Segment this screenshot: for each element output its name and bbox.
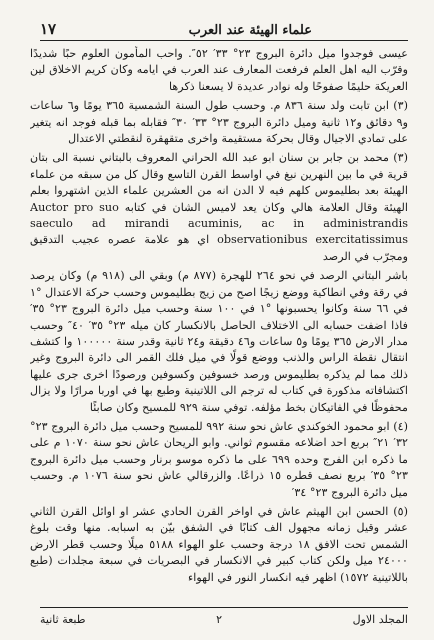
paragraph-5: (٤) ابو محمود الخوكندي عاش نحو سنة ٩٩٢ للمسيح وحسب ميل دائرة البروج ٢٣° ٣٢′ ٢١″ بربع احد اضلاعه مقسوم ثواني. وابو الريحان عاش نحو سنة ١٠٧٠ م على ما ذكره ابن الفرج وحده ٦٩٩ على ما ذكره موسو برنار وحسب ميل دائرة البروج ٢٣° ٣٥′ بربع نصف قطره ١٥ ذراعًا. والزرقالي عاش نحو سنة ١٠٧٦ م. وحسب ميل دائرة البروج ٢٣° ٣٤′	[30, 419, 408, 499]
page-number: ١٧	[40, 20, 57, 38]
paragraph-1: عيسى فوجدوا ميل دائرة البروج ٢٣° ٣٣′ ٥٢″. واحب المأمون العلوم حبًا شديدًا وقرّب اليه اهل العلم فرفعت المعارف عند العرب في ايامه وكان كريم الاخلاق لين العريكة حليمًا صفوحًا وله نوادر عديدة لا يسعنا ذكرها	[30, 47, 408, 93]
page-body	[30, 46, 408, 594]
footer-edition: طبعة ثانية	[40, 612, 86, 626]
footer-volume: المجلد الاول	[352, 612, 408, 626]
footer-rule	[40, 607, 408, 608]
page-footer	[40, 611, 408, 627]
paragraph-3: (٣) محمد بن جابر بن سنان ابو عبد الله الحراني المعروف بالبتاني نسبة الى بتان قرية في ما بين النهرين نبغ في اواسط القرن التاسع وقال كل من سبقه من علماء الهيئة بعد بطليموس كلهم فيه لا الدن انه من العشرين علماء الذين اشتهروا بعلم الهيئة وقال العلامة هالي وكان يعد لاميس الشان في كتابه Auctor pro suo saeculo ad mirandi acuminis, ac in administrandis observationibus exercitatissimus اي هو علامة عصره عجيب التدقيق ومجرّب في الرصد	[30, 151, 408, 263]
paragraph-6: (٥) الحسن ابن الهيثم عاش في اواخر القرن الحادي عشر او اوائل القرن الثاني عشر وقيل زمانه مجهول الف كتابًا في الشفق بيّن به اسبابه. منها وقت بلوغ الشمس تحت الافق ١٨ درجة وحسب علو الهواء ٥١٨٨ ميلًا وحسب قطر الارض ٢٤٠٠٠ ميل ولكن كتاب كبير في الانكسار في البصريات في سبعة مجلدات (طبع باللاتينية ١٥٧٢) اظهر فيه انكسار النور في الهواء	[30, 504, 408, 584]
running-title: علماء الهيئة عند العرب	[188, 23, 312, 38]
paragraph-2: (٣) ابن تابت ولد سنة ٨٣٦ م. وحسب طول السنة الشمسية ٣٦٥ يومًا و٦ ساعات و٩ دقائق و١٢ ثانية وميل دائرة البروج ٢٣° ٣٣′ ٣٠″ فقابله بما قبله فوجد انه يتغير على تمادي الاجيال وقال بحركة مستقيمة واخرى متقهقرة لنقطتي الاعتدال	[30, 99, 408, 146]
paragraph-4: باشر البتاني الرصد في نحو ٢٦٤ للهجرة (٨٧٧ م) وبقي الى (٩١٨ م) وكان يرصد في رقة وفي انطاكية ووضع زيجًا اصح من زيج بطليموس وحسب حركة الاعتدال °١ في ٦٦ سنة وكانوا يحسبونها °١ في ١٠٠ سنة وحسب ميل دائرة البروج ٢٣° ٣٥′ فاذا اضفت حسابه الى الاختلاف الحاصل بالانكسار كان ميله ٢٣° ٣٥′ ٤٠″ وحسب مدار الارض ٣٦٥ يومًا و٥ ساعات و٤٦ دقيقة و٢٤ ثانية وقدر سنة ١٠٠٠٠٠ وا كتشف انتقال نقطة الراس والذنب ووضع قولًا في ميل فلك القمر الى دائرة البروج وغير ذلك مما لم يذكره بطليموس ورصد خسوفين وكسوفين ورصودًا اخرى جرى عليها اكتشافاته مذكورة في كتاب له ترجم الى اللاتينية وطبع بها في اوربا مرارًا ولا يزال محفوظًا في الفاتيكان بخط مؤلفه. توفي سنة ٩٢٩ للمسيح وكان صابئًا	[30, 269, 408, 414]
footer-page-marker: ٢	[216, 612, 222, 626]
page-header	[40, 16, 408, 41]
